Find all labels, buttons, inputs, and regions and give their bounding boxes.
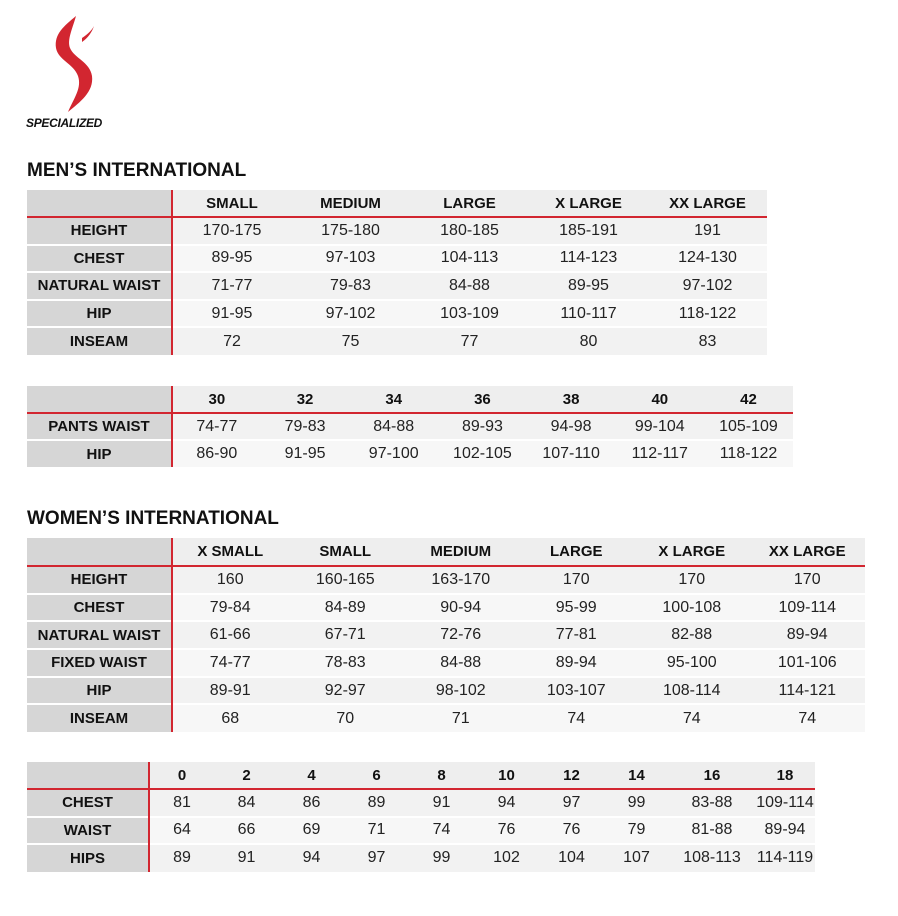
womens-numeric-cell: 99 [604, 789, 669, 817]
mens-tops-row-label: HIP [27, 300, 172, 328]
mens-tops-row [27, 245, 767, 273]
mens-tops-cell: 89-95 [172, 245, 291, 273]
mens-pants-cell: 102-105 [438, 440, 527, 467]
womens-heading: WOMEN’S INTERNATIONAL [27, 508, 279, 529]
womens-tops-corner-cell [27, 538, 172, 566]
womens-tops-cell: 79-84 [172, 594, 288, 622]
mens-tops-cell: 72 [172, 327, 291, 355]
mens-pants-row-label: HIP [27, 440, 172, 467]
mens-pants-row [27, 413, 793, 440]
womens-numeric-cell: 94 [279, 844, 344, 872]
womens-numeric-cell: 107 [604, 844, 669, 872]
womens-tops-cell: 89-91 [172, 677, 288, 705]
mens-tops-cell: 97-102 [648, 272, 767, 300]
mens-tops-row [27, 272, 767, 300]
womens-tops-cell: 89-94 [519, 649, 635, 677]
mens-tops-cell: 180-185 [410, 217, 529, 245]
womens-numeric-cell: 108-113 [669, 844, 755, 872]
womens-tops-column-header: X LARGE [634, 538, 750, 566]
womens-numeric-row-label: HIPS [27, 844, 149, 872]
mens-tops-cell: 103-109 [410, 300, 529, 328]
mens-tops-cell: 84-88 [410, 272, 529, 300]
womens-tops-cell: 108-114 [634, 677, 750, 705]
womens-tops-row [27, 566, 865, 594]
womens-tops-cell: 98-102 [403, 677, 519, 705]
womens-numeric-column-header: 8 [409, 762, 474, 789]
mens-pants-corner-cell [27, 386, 172, 413]
mens-pants-column-header: 42 [704, 386, 793, 413]
womens-tops-cell: 74 [634, 704, 750, 732]
womens-tops-cell: 77-81 [519, 621, 635, 649]
womens-numeric-cell: 64 [149, 817, 214, 845]
mens-tops-cell: 89-95 [529, 272, 648, 300]
womens-numeric-cell: 74 [409, 817, 474, 845]
mens-tops-row [27, 327, 767, 355]
womens-numeric-column-header: 14 [604, 762, 669, 789]
mens-tops-cell: 97-103 [291, 245, 410, 273]
womens-tops-cell: 74 [750, 704, 866, 732]
womens-tops-cell: 61-66 [172, 621, 288, 649]
womens-tops-cell: 74-77 [172, 649, 288, 677]
mens-pants-cell: 91-95 [261, 440, 350, 467]
womens-numeric-cell: 86 [279, 789, 344, 817]
womens-tops-cell: 90-94 [403, 594, 519, 622]
womens-numeric-row-label: CHEST [27, 789, 149, 817]
womens-tops-cell: 95-99 [519, 594, 635, 622]
womens-numeric-cell: 99 [409, 844, 474, 872]
womens-tops-cell: 78-83 [288, 649, 404, 677]
mens-tops-cell: 110-117 [529, 300, 648, 328]
mens-tops-row-label: HEIGHT [27, 217, 172, 245]
mens-pants-column-header: 36 [438, 386, 527, 413]
womens-numeric-cell: 97 [344, 844, 409, 872]
womens-tops-cell: 109-114 [750, 594, 866, 622]
womens-numeric-column-header: 4 [279, 762, 344, 789]
womens-numeric-row [27, 817, 815, 845]
womens-tops-row-label: INSEAM [27, 704, 172, 732]
womens-tops-cell: 92-97 [288, 677, 404, 705]
womens-tops-cell: 114-121 [750, 677, 866, 705]
womens-numeric-cell: 104 [539, 844, 604, 872]
mens-tops-cell: 175-180 [291, 217, 410, 245]
womens-numeric-cell: 89 [344, 789, 409, 817]
womens-numeric-cell: 109-114 [755, 789, 815, 817]
womens-numeric-row [27, 789, 815, 817]
mens-tops-cell: 79-83 [291, 272, 410, 300]
mens-pants-column-header: 32 [261, 386, 350, 413]
womens-tops-row [27, 594, 865, 622]
mens-tops-cell: 97-102 [291, 300, 410, 328]
mens-tops-column-header: LARGE [410, 190, 529, 217]
mens-tops-column-header: XX LARGE [648, 190, 767, 217]
mens-tops-cell: 185-191 [529, 217, 648, 245]
womens-numeric-cell: 91 [214, 844, 279, 872]
womens-numeric-cell: 89 [149, 844, 214, 872]
womens-numeric-cell: 71 [344, 817, 409, 845]
womens-tops-cell: 84-88 [403, 649, 519, 677]
mens-tops-row [27, 217, 767, 245]
womens-numeric-corner-cell [27, 762, 149, 789]
mens-tops-cell: 77 [410, 327, 529, 355]
mens-pants-cell: 84-88 [349, 413, 438, 440]
womens-tops-cell: 95-100 [634, 649, 750, 677]
womens-tops-cell: 67-71 [288, 621, 404, 649]
mens-tops-row [27, 300, 767, 328]
womens-tops-cell: 89-94 [750, 621, 866, 649]
womens-tops-cell: 103-107 [519, 677, 635, 705]
womens-numeric-cell: 83-88 [669, 789, 755, 817]
womens-tops-cell: 82-88 [634, 621, 750, 649]
womens-numeric-cell: 114-119 [755, 844, 815, 872]
mens-pants-cell: 97-100 [349, 440, 438, 467]
mens-pants-cell: 94-98 [527, 413, 616, 440]
womens-numeric-column-header: 0 [149, 762, 214, 789]
mens-tops-cell: 124-130 [648, 245, 767, 273]
womens-tops-cell: 160-165 [288, 566, 404, 594]
womens-numeric-size-table [27, 762, 815, 872]
mens-tops-cell: 83 [648, 327, 767, 355]
mens-pants-row [27, 440, 793, 467]
womens-numeric-cell: 69 [279, 817, 344, 845]
womens-tops-cell: 160 [172, 566, 288, 594]
mens-pants-row-label: PANTS WAIST [27, 413, 172, 440]
womens-numeric-column-header: 12 [539, 762, 604, 789]
mens-tops-cell: 114-123 [529, 245, 648, 273]
womens-numeric-cell: 94 [474, 789, 539, 817]
mens-tops-cell: 191 [648, 217, 767, 245]
mens-tops-size-table [27, 190, 767, 355]
womens-numeric-column-header: 2 [214, 762, 279, 789]
mens-tops-cell: 104-113 [410, 245, 529, 273]
mens-tops-row-label: CHEST [27, 245, 172, 273]
mens-pants-size-table [27, 386, 793, 467]
womens-tops-cell: 72-76 [403, 621, 519, 649]
mens-pants-column-header: 40 [615, 386, 704, 413]
womens-tops-cell: 100-108 [634, 594, 750, 622]
womens-tops-column-header: LARGE [519, 538, 635, 566]
womens-numeric-cell: 81 [149, 789, 214, 817]
womens-numeric-cell: 76 [539, 817, 604, 845]
womens-numeric-column-header: 18 [755, 762, 815, 789]
womens-tops-cell: 74 [519, 704, 635, 732]
womens-numeric-cell: 89-94 [755, 817, 815, 845]
womens-numeric-cell: 66 [214, 817, 279, 845]
brand-wordmark: SPECIALIZED [26, 116, 103, 130]
womens-numeric-cell: 79 [604, 817, 669, 845]
womens-tops-cell: 170 [634, 566, 750, 594]
mens-pants-cell: 79-83 [261, 413, 350, 440]
mens-tops-cell: 71-77 [172, 272, 291, 300]
womens-numeric-column-header: 10 [474, 762, 539, 789]
womens-numeric-row-label: WAIST [27, 817, 149, 845]
womens-tops-row-label: HIP [27, 677, 172, 705]
womens-numeric-cell: 84 [214, 789, 279, 817]
mens-tops-cell: 118-122 [648, 300, 767, 328]
mens-pants-column-header: 34 [349, 386, 438, 413]
womens-tops-row [27, 621, 865, 649]
mens-pants-cell: 89-93 [438, 413, 527, 440]
mens-tops-corner-cell [27, 190, 172, 217]
womens-numeric-cell: 102 [474, 844, 539, 872]
womens-tops-cell: 170 [750, 566, 866, 594]
womens-tops-row [27, 649, 865, 677]
mens-tops-column-header: X LARGE [529, 190, 648, 217]
mens-pants-cell: 112-117 [615, 440, 704, 467]
womens-tops-size-table [27, 538, 865, 732]
womens-tops-cell: 170 [519, 566, 635, 594]
mens-pants-cell: 86-90 [172, 440, 261, 467]
womens-tops-cell: 68 [172, 704, 288, 732]
mens-tops-column-header: SMALL [172, 190, 291, 217]
womens-tops-row [27, 677, 865, 705]
womens-tops-row-label: HEIGHT [27, 566, 172, 594]
womens-numeric-cell: 81-88 [669, 817, 755, 845]
mens-pants-cell: 118-122 [704, 440, 793, 467]
mens-tops-row-label: INSEAM [27, 327, 172, 355]
womens-numeric-column-header: 6 [344, 762, 409, 789]
womens-tops-row-label: CHEST [27, 594, 172, 622]
womens-tops-cell: 71 [403, 704, 519, 732]
womens-tops-cell: 163-170 [403, 566, 519, 594]
womens-numeric-cell: 91 [409, 789, 474, 817]
womens-tops-row [27, 704, 865, 732]
mens-tops-cell: 75 [291, 327, 410, 355]
mens-pants-cell: 107-110 [527, 440, 616, 467]
mens-pants-cell: 105-109 [704, 413, 793, 440]
womens-tops-cell: 70 [288, 704, 404, 732]
womens-numeric-cell: 97 [539, 789, 604, 817]
mens-tops-row-label: NATURAL WAIST [27, 272, 172, 300]
womens-tops-row-label: NATURAL WAIST [27, 621, 172, 649]
womens-tops-column-header: XX LARGE [750, 538, 866, 566]
womens-tops-column-header: MEDIUM [403, 538, 519, 566]
mens-tops-cell: 91-95 [172, 300, 291, 328]
mens-tops-cell: 170-175 [172, 217, 291, 245]
mens-tops-column-header: MEDIUM [291, 190, 410, 217]
mens-pants-cell: 74-77 [172, 413, 261, 440]
mens-pants-column-header: 30 [172, 386, 261, 413]
mens-pants-column-header: 38 [527, 386, 616, 413]
womens-numeric-row [27, 844, 815, 872]
womens-tops-column-header: SMALL [288, 538, 404, 566]
mens-heading: MEN’S INTERNATIONAL [27, 160, 247, 181]
womens-numeric-cell: 76 [474, 817, 539, 845]
womens-tops-column-header: X SMALL [172, 538, 288, 566]
womens-tops-row-label: FIXED WAIST [27, 649, 172, 677]
womens-tops-cell: 101-106 [750, 649, 866, 677]
mens-pants-cell: 99-104 [615, 413, 704, 440]
womens-numeric-column-header: 16 [669, 762, 755, 789]
womens-tops-cell: 84-89 [288, 594, 404, 622]
mens-tops-cell: 80 [529, 327, 648, 355]
